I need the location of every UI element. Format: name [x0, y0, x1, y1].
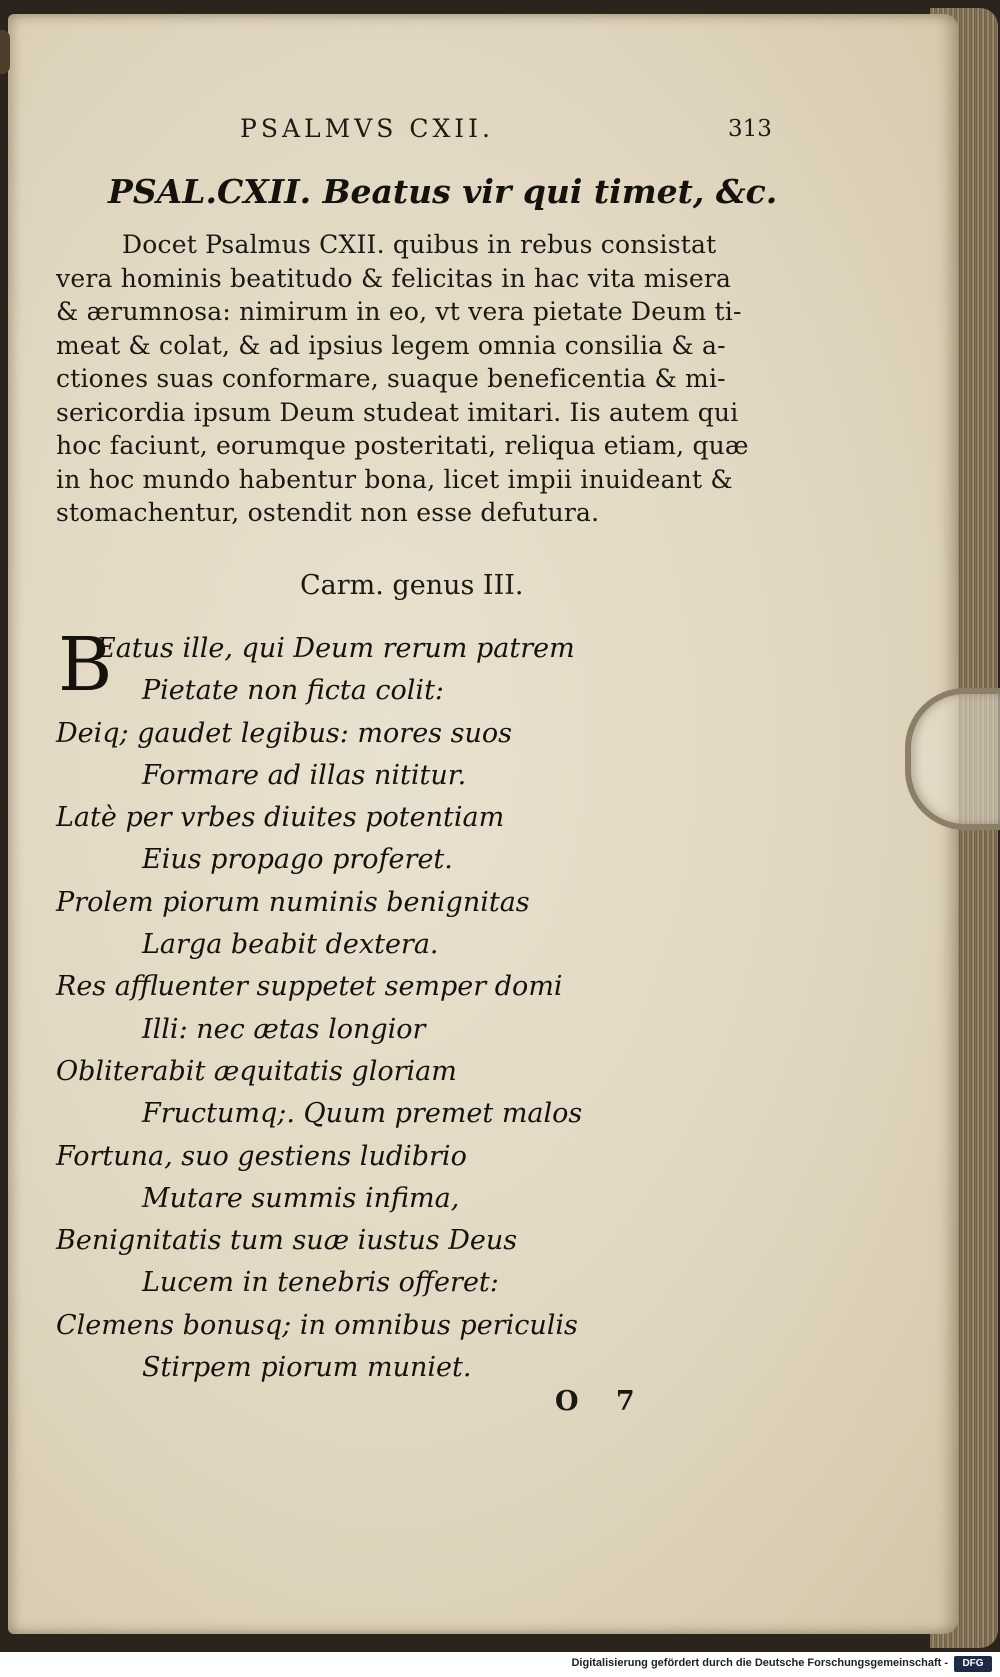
prose-line: Docet Psalmus CXII. quibus in rebus consistat	[122, 230, 717, 259]
verse-line: Eius propago proferet.	[142, 844, 453, 876]
left-clip	[0, 30, 10, 74]
running-header: PSALMVS CXII.	[240, 114, 494, 143]
prose-paragraph	[56, 228, 816, 530]
verse-block	[56, 622, 776, 1389]
prose-line: ctiones suas conformare, suaque beneficentia & mi-	[56, 364, 726, 393]
verse-line: Clemens bonusq; in omnibus periculis	[56, 1309, 578, 1341]
verse-line: Larga beabit dextera.	[142, 929, 439, 961]
verse-line: Fortuna, suo gestiens ludibrio	[56, 1140, 467, 1172]
verse-line: Res affluenter suppetet semper domi	[56, 971, 563, 1003]
prose-line: vera hominis beatitudo & felicitas in hac vita misera	[56, 263, 732, 293]
meter-heading: Carm. genus III.	[300, 570, 524, 601]
verse-line: Fructumq;. Quum premet malos	[142, 1098, 583, 1130]
verse-line: Pietate non ficta colit:	[142, 675, 445, 707]
verse-line: Obliterabit æquitatis gloriam	[56, 1055, 457, 1087]
prose-line: hoc faciunt, eorumque posteritati, reliqua etiam, quæ	[56, 431, 749, 460]
verse-line: Stirpem piorum muniet.	[142, 1352, 472, 1384]
prose-line: meat & colat, & ad ipsius legem omnia consilia & a-	[56, 330, 726, 360]
drop-cap: B	[58, 622, 113, 708]
verse-line: Formare ad illas nititur.	[142, 759, 467, 791]
verse-line: Prolem piorum numinis benignitas	[56, 886, 530, 918]
verse-line: Benignitatis tum suæ iustus Deus	[56, 1225, 518, 1257]
verse-line: Deiq; gaudet legibus: mores suos	[56, 717, 512, 749]
signature-mark: O 7	[555, 1386, 649, 1417]
verse-line: Eatus ille, qui Deum rerum patrem	[96, 633, 575, 664]
prose-line: & ærumnosa: nimirum in eo, vt vera pietate Deum ti-	[56, 297, 742, 326]
prose-line: in hoc mundo habentur bona, licet impii inuideant &	[56, 464, 733, 494]
verse-line: Lucem in tenebris offeret:	[142, 1267, 499, 1299]
footer-bar	[0, 1652, 1000, 1677]
verse-line: Mutare summis infima,	[142, 1182, 460, 1214]
verse-line: Latè per vrbes diuites potentiam	[56, 802, 505, 834]
prose-line: stomachentur, ostendit non esse defutura.	[56, 498, 600, 527]
page-holder-clip	[905, 688, 1000, 830]
verse-line: Illi: nec ætas longior	[142, 1013, 426, 1045]
footer-credit: Digitalisierung gefördert durch die Deutsche Forschungsgemeinschaft -	[571, 1657, 948, 1669]
prose-line: sericordia ipsum Deum studeat imitari. Iis autem qui	[56, 397, 739, 427]
psalm-heading: PSAL.CXII. Beatus vir qui timet, &c.	[108, 172, 778, 211]
page-number: 313	[728, 116, 772, 142]
dfg-logo-icon: DFG	[954, 1656, 992, 1672]
